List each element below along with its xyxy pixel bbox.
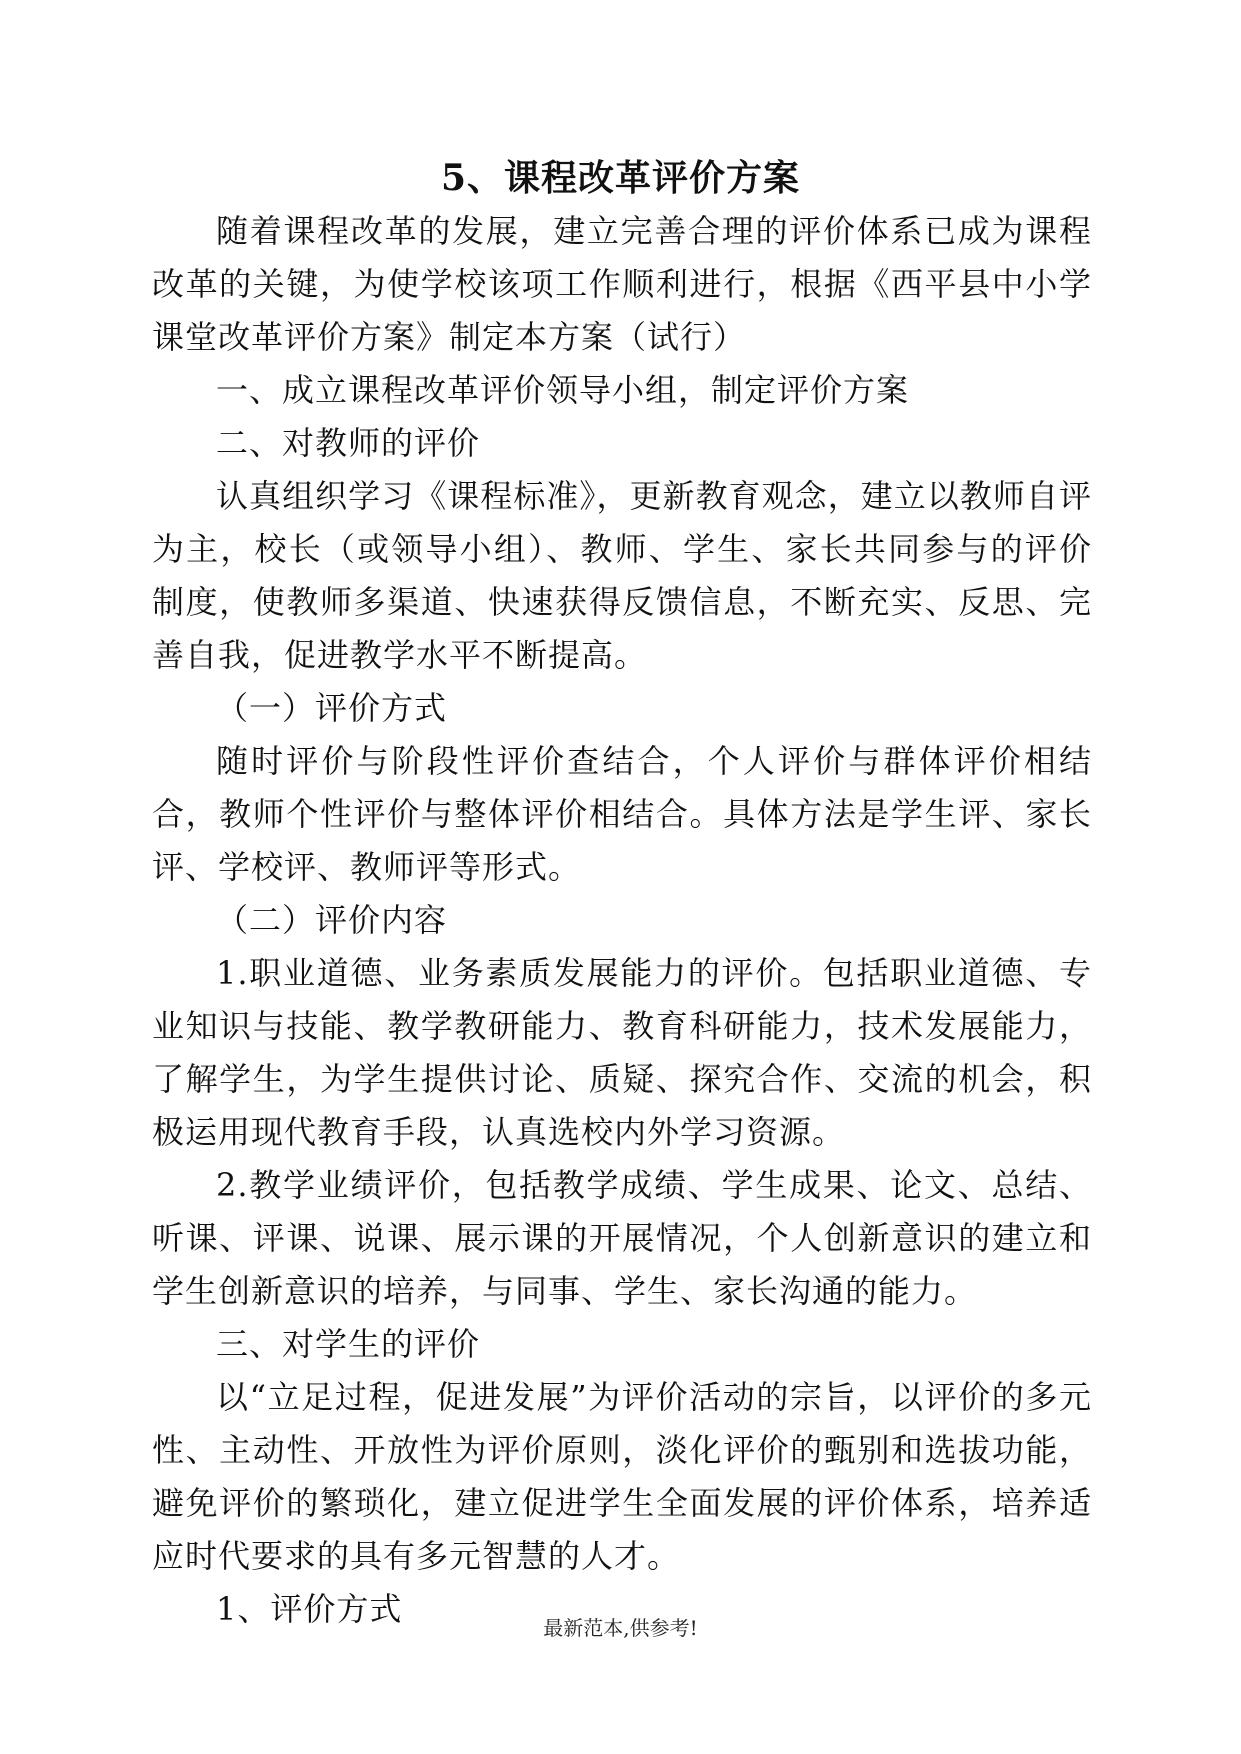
- heading-student-method: 1、评价方式: [216, 1590, 403, 1628]
- paragraph-intro: 随着课程改革的发展，建立完善合理的评价体系已成为课程改革的关键，为使学校该项工作顺利进行，根据《西平县中小学课堂改革评价方案》制定本方案（试行）: [152, 212, 1092, 356]
- page-footer: 最新范本,供参考!: [543, 1616, 698, 1640]
- document-title: 5、课程改革评价方案: [440, 157, 801, 199]
- paragraph-teacher-evaluation: 认真组织学习《课程标准》，更新教育观念，建立以教师自评为主，校长（或领导小组）、教师、学生、家长共同参与的评价制度，使教师多渠道、快速获得反馈信息，不断充实、反思、完善自我，促进教学水平不断提高。: [152, 477, 1092, 674]
- paragraph-item-1: 1.职业道德、业务素质发展能力的评价。包括职业道德、专业知识与技能、教学教研能力、教育科研能力，技术发展能力，了解学生，为学生提供讨论、质疑、探究合作、交流的机会，积极运用现代教育手段，认真选校内外学习资源。: [152, 954, 1092, 1151]
- heading-evaluation-content: （二）评价内容: [216, 901, 448, 939]
- document-body: [152, 205, 1092, 1636]
- heading-section-1: 一、成立课程改革评价领导小组，制定评价方案: [216, 371, 910, 409]
- paragraph-evaluation-method: 随时评价与阶段性评价查结合，个人评价与群体评价相结合，教师个性评价与整体评价相结合。具体方法是学生评、家长评、学校评、教师评等形式。: [152, 742, 1092, 886]
- heading-evaluation-method: （一）评价方式: [216, 689, 448, 727]
- heading-section-3: 三、对学生的评价: [216, 1325, 481, 1363]
- paragraph-item-2: 2.教学业绩评价，包括教学成绩、学生成果、论文、总结、听课、评课、说课、展示课的开展情况，个人创新意识的建立和学生创新意识的培养，与同事、学生、家长沟通的能力。: [152, 1166, 1092, 1310]
- paragraph-student-evaluation: 以“立足过程，促进发展”为评价活动的宗旨，以评价的多元性、主动性、开放性为评价原则，淡化评价的甄别和选拔功能，避免评价的繁琐化，建立促进学生全面发展的评价体系，培养适应时代要求的具有多元智慧的人才。: [152, 1378, 1092, 1575]
- heading-section-2: 二、对教师的评价: [216, 424, 481, 462]
